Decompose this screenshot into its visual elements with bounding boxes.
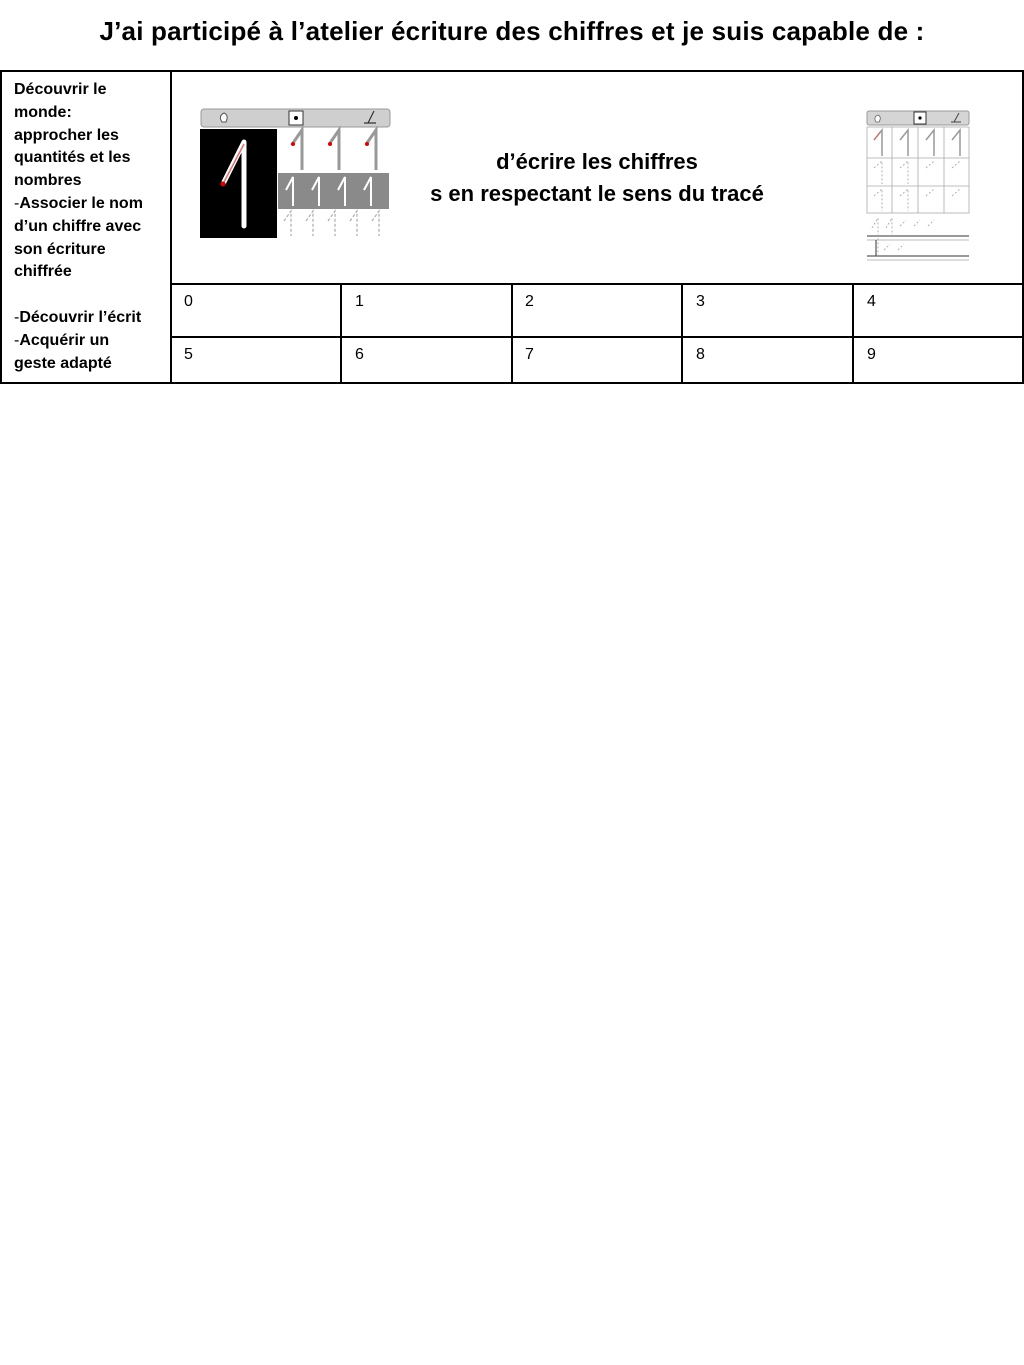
table-border-top <box>0 70 1024 72</box>
digit-cell-1[interactable]: 1 <box>355 293 364 310</box>
objective-line: son écriture <box>14 240 106 258</box>
skill-line-1: d’écrire les chiffres <box>496 149 698 174</box>
digit-cell-0[interactable]: 0 <box>184 293 193 310</box>
objective-line: quantités et les <box>14 149 131 167</box>
tracing-app-illustration-right <box>866 110 972 262</box>
table-digit-divider-4 <box>852 283 854 384</box>
objective-spacer <box>14 284 164 307</box>
table-row-divider-2 <box>170 336 1024 338</box>
objective-dash: - <box>14 194 20 212</box>
objective-dash: - <box>14 331 20 349</box>
objective-line: geste adapté <box>14 354 112 372</box>
page-title: J’ai participé à l’atelier écriture des chiffres et je suis capable de : <box>99 16 925 46</box>
digit-cell-4[interactable]: 4 <box>867 293 876 310</box>
objective-line <box>14 193 164 216</box>
digit-cell-6[interactable]: 6 <box>355 346 364 363</box>
table-border-left <box>0 70 2 384</box>
objective-text: Découvrir l’écrit <box>19 308 142 326</box>
digit-cell-5[interactable]: 5 <box>184 346 193 363</box>
skill-line-2: s en respectant le sens du tracé <box>430 181 764 206</box>
table-digit-divider-2 <box>511 283 513 384</box>
objectives-cell <box>14 79 164 375</box>
skill-statement <box>410 146 784 210</box>
digit-cell-7[interactable]: 7 <box>525 346 534 363</box>
objective-line: d’un chiffre avec <box>14 217 142 235</box>
table-digit-divider-3 <box>681 283 683 384</box>
objective-line <box>14 330 164 353</box>
table-digit-divider-1 <box>340 283 342 384</box>
digit-cell-8[interactable]: 8 <box>696 346 705 363</box>
objective-line: nombres <box>14 172 82 190</box>
table-row-divider-1 <box>170 283 1024 285</box>
objective-line: chiffrée <box>14 263 72 281</box>
tracing-app-illustration-left <box>200 108 392 240</box>
objective-line: monde: <box>14 103 72 121</box>
objective-text: Associer le nom <box>19 194 143 212</box>
objective-line: Découvrir le <box>14 81 107 98</box>
digit-cell-2[interactable]: 2 <box>525 293 534 310</box>
digit-cell-9[interactable]: 9 <box>867 346 876 363</box>
objective-dash: - <box>14 308 20 326</box>
objective-text: Acquérir un <box>19 331 110 349</box>
digit-cell-3[interactable]: 3 <box>696 293 705 310</box>
objective-line <box>14 307 164 330</box>
objective-line: approcher les <box>14 126 119 144</box>
